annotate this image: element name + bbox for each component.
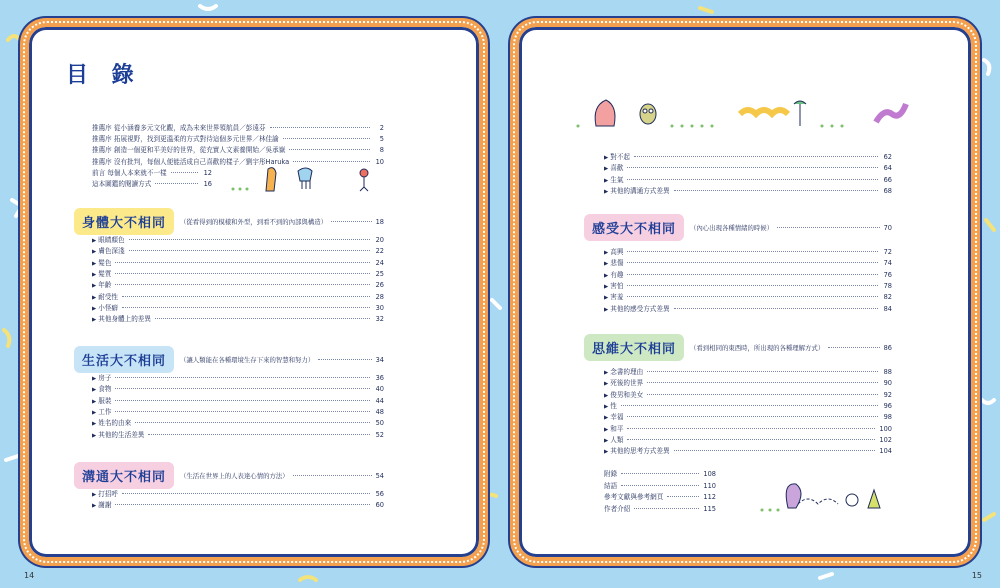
bullet-arrow-icon: ▶ xyxy=(604,381,609,388)
toc-page-number: 72 xyxy=(883,248,892,256)
toc-page-number: 52 xyxy=(375,430,384,439)
section-heading[interactable] xyxy=(74,346,384,373)
dot-leader xyxy=(828,347,879,348)
back-matter-entry[interactable] xyxy=(604,505,716,514)
toc-entry[interactable] xyxy=(604,271,892,281)
toc-page-number: 60 xyxy=(375,501,384,510)
section-page-number: 18 xyxy=(375,217,384,226)
toc-entry-label: 俊男和美女 xyxy=(610,390,644,399)
toc-entry[interactable] xyxy=(604,391,892,401)
toc-page-number: 115 xyxy=(703,504,716,513)
toc-page-number: 66 xyxy=(883,175,892,184)
toc-entry-label: 推薦序 拓展視野，找到更溫柔的方式對待這個多元世界／林佳諭 xyxy=(92,135,279,144)
toc-entry[interactable] xyxy=(92,259,384,269)
dot-leader xyxy=(318,359,371,360)
critters-illustration-left xyxy=(228,165,388,193)
bullet-arrow-icon: ▶ xyxy=(92,432,97,439)
bullet-arrow-icon: ▶ xyxy=(604,403,609,410)
toc-page-number: 76 xyxy=(883,270,892,279)
bullet-arrow-icon: ▶ xyxy=(92,283,97,290)
dot-leader xyxy=(627,179,878,180)
toc-entry[interactable] xyxy=(92,385,384,395)
bullet-arrow-icon: ▶ xyxy=(604,449,609,456)
section-title: 身體大不相同 xyxy=(74,208,174,235)
toc-entry[interactable] xyxy=(604,379,892,389)
section-subtitle: （內心出現各種情緒的時候） xyxy=(690,224,774,232)
section-page-number: 86 xyxy=(883,343,892,352)
toc-entry-label: 耐受性 xyxy=(98,292,119,301)
toc-page-number: 8 xyxy=(379,146,384,155)
section-subtitle: （讓人類能在各種環境生存下來的智慧和努力） xyxy=(180,356,315,364)
toc-entry-label: 髮色 xyxy=(98,258,112,267)
dot-leader xyxy=(115,284,370,285)
toc-entry[interactable] xyxy=(604,153,892,163)
page-title: 目 錄 xyxy=(66,63,142,88)
toc-entry-label: 死後的世界 xyxy=(610,379,644,388)
dot-leader xyxy=(122,307,370,308)
toc-entry-label: 房子 xyxy=(98,374,112,382)
toc-entry-label: 其他的生活差異 xyxy=(98,430,145,439)
bullet-arrow-icon: ▶ xyxy=(604,306,609,313)
toc-page-number: 40 xyxy=(375,385,384,394)
toc-entry-label: 其他身體上的差異 xyxy=(98,315,151,324)
bullet-arrow-icon: ▶ xyxy=(92,387,97,394)
section-title: 思維大不相同 xyxy=(584,334,684,361)
toc-entry-label: 其他的溝通方式差異 xyxy=(610,186,670,195)
toc-entry[interactable] xyxy=(92,419,384,429)
section-heading[interactable] xyxy=(584,334,892,361)
toc-entry-label: 結語 xyxy=(604,481,618,490)
page-number-left: 14 xyxy=(24,571,35,580)
dot-leader xyxy=(293,475,372,476)
toc-entry-label: 附錄 xyxy=(604,470,618,478)
dot-leader xyxy=(627,428,875,429)
toc-entry-label: 害羞 xyxy=(610,293,624,302)
dot-leader xyxy=(135,422,370,423)
toc-entry-label: 其他的感受方式差異 xyxy=(610,304,670,313)
dot-leader xyxy=(621,485,699,486)
bullet-arrow-icon: ▶ xyxy=(92,398,97,405)
bullet-arrow-icon: ▶ xyxy=(92,317,97,324)
section-subtitle: （從看得到的模樣和外型，到看不到的內部與構造） xyxy=(180,218,327,226)
toc-entry-label: 工作 xyxy=(98,407,112,416)
toc-entry[interactable] xyxy=(604,176,892,186)
toc-entry-label: 悲傷 xyxy=(610,259,624,268)
toc-page-number: 2 xyxy=(379,124,384,132)
dot-leader xyxy=(647,382,878,383)
toc-entry-label: 謝謝 xyxy=(98,501,112,510)
bullet-arrow-icon: ▶ xyxy=(604,415,609,422)
toc-entry-label: 年齡 xyxy=(98,281,112,290)
toc-entry-label: 幸福 xyxy=(610,413,624,422)
dot-leader xyxy=(115,411,370,412)
toc-page-number: 98 xyxy=(883,413,892,422)
toc-entry-label: 其他的思考方式差異 xyxy=(610,447,670,456)
dot-leader xyxy=(283,138,370,139)
toc-entry[interactable] xyxy=(604,447,892,457)
back-matter-entry[interactable] xyxy=(604,482,716,491)
bullet-arrow-icon: ▶ xyxy=(604,177,609,184)
toc-entry[interactable] xyxy=(604,402,892,412)
bullet-arrow-icon: ▶ xyxy=(604,272,609,279)
toc-page-number: 28 xyxy=(375,292,384,301)
toc-page-number: 104 xyxy=(879,447,892,456)
toc-entry[interactable] xyxy=(92,397,384,407)
section-page-number: 70 xyxy=(883,223,892,232)
bullet-arrow-icon: ▶ xyxy=(92,376,97,382)
toc-page-number: 82 xyxy=(883,293,892,302)
toc-entry-label: 害怕 xyxy=(610,281,624,290)
toc-page-number: 112 xyxy=(703,493,716,501)
toc-entry-label: 念書的理由 xyxy=(610,368,644,376)
toc-entry[interactable] xyxy=(604,436,892,446)
page-number-right: 15 xyxy=(971,571,982,580)
back-matter-entry[interactable] xyxy=(604,470,716,479)
toc-entry-label: 姓名的由來 xyxy=(98,419,132,428)
toc-entry-label: 性 xyxy=(610,401,617,410)
section-title: 生活大不相同 xyxy=(74,346,174,373)
toc-page-number: 24 xyxy=(375,258,384,267)
toc-entry[interactable] xyxy=(92,293,384,303)
toc-entry-label: 髮質 xyxy=(98,269,112,278)
bullet-arrow-icon: ▶ xyxy=(604,426,609,433)
toc-entry-label: 眼睛顏色 xyxy=(98,236,125,244)
toc-page-number: 108 xyxy=(703,470,716,478)
toc-entry[interactable] xyxy=(604,425,892,435)
dot-leader xyxy=(122,296,370,297)
dot-leader xyxy=(627,274,878,275)
toc-entry[interactable] xyxy=(92,247,384,257)
toc-entry[interactable] xyxy=(92,374,384,384)
bullet-arrow-icon: ▶ xyxy=(92,492,97,498)
dot-leader xyxy=(289,149,370,150)
toc-entry-label: 作者介紹 xyxy=(604,504,631,513)
toc-page-number: 16 xyxy=(203,180,212,188)
toc-entry-label: 喜歡 xyxy=(610,164,624,173)
toc-entry[interactable] xyxy=(604,368,892,378)
toc-entry[interactable] xyxy=(92,304,384,314)
section-subtitle: （生活在世界上的人表達心情的方法） xyxy=(180,472,289,480)
toc-entry[interactable] xyxy=(604,305,892,315)
toc-entry[interactable] xyxy=(604,293,892,303)
front-matter-entry[interactable] xyxy=(92,124,384,133)
bullet-arrow-icon: ▶ xyxy=(92,305,97,312)
toc-entry-label: 膚色深淺 xyxy=(98,247,125,256)
dot-leader xyxy=(129,239,370,240)
toc-page-number: 26 xyxy=(375,281,384,290)
dot-leader xyxy=(171,172,198,173)
bullet-arrow-icon: ▶ xyxy=(92,409,97,416)
toc-page-number: 22 xyxy=(375,247,384,256)
dot-leader xyxy=(627,167,878,168)
dot-leader xyxy=(115,504,370,505)
bullet-arrow-icon: ▶ xyxy=(604,261,609,268)
toc-page-number: 84 xyxy=(883,304,892,313)
toc-entry[interactable] xyxy=(92,490,384,500)
dot-leader xyxy=(270,127,370,128)
dot-leader xyxy=(627,416,878,417)
toc-entry[interactable] xyxy=(92,270,384,280)
critters-illustration-right-top xyxy=(572,96,912,132)
bullet-arrow-icon: ▶ xyxy=(92,249,97,256)
toc-page-number: 12 xyxy=(203,168,212,177)
dot-leader xyxy=(115,273,370,274)
dot-leader xyxy=(647,371,878,372)
toc-page-number: 74 xyxy=(883,259,892,268)
toc-page-number: 50 xyxy=(375,419,384,428)
toc-page-number: 20 xyxy=(375,236,384,244)
toc-page-number: 25 xyxy=(375,269,384,278)
toc-page-number: 30 xyxy=(375,303,384,312)
section-title: 感受大不相同 xyxy=(584,214,684,241)
dot-leader xyxy=(115,262,370,263)
toc-page-number: 92 xyxy=(883,390,892,399)
dot-leader xyxy=(674,450,876,451)
bullet-arrow-icon: ▶ xyxy=(604,250,609,256)
toc-entry-label: 對不起 xyxy=(610,153,631,161)
dot-leader xyxy=(777,227,880,228)
dot-leader xyxy=(627,262,878,263)
toc-page-number: 36 xyxy=(375,374,384,382)
section-heading[interactable] xyxy=(584,214,892,241)
toc-page-number: 48 xyxy=(375,407,384,416)
bullet-arrow-icon: ▶ xyxy=(92,238,97,244)
toc-entry[interactable] xyxy=(604,282,892,292)
dot-leader xyxy=(621,405,878,406)
toc-entry[interactable] xyxy=(92,501,384,511)
toc-page-number: 5 xyxy=(379,135,384,144)
toc-page-number: 110 xyxy=(703,481,716,490)
dot-leader xyxy=(627,439,875,440)
bullet-arrow-icon: ▶ xyxy=(604,437,609,444)
toc-entry[interactable] xyxy=(92,431,384,441)
dot-leader xyxy=(155,183,198,184)
toc-page-number: 64 xyxy=(883,164,892,173)
section-heading[interactable] xyxy=(74,462,384,489)
toc-entry-label: 人類 xyxy=(610,435,624,444)
back-matter-entry[interactable] xyxy=(604,493,716,502)
dot-leader xyxy=(627,285,878,286)
toc-entry-label: 高興 xyxy=(610,248,624,256)
toc-entry-label: 服裝 xyxy=(98,396,112,405)
bullet-arrow-icon: ▶ xyxy=(604,166,609,173)
dot-leader xyxy=(331,221,372,222)
section-heading[interactable] xyxy=(74,208,384,235)
dot-leader xyxy=(634,508,699,509)
dot-leader xyxy=(115,377,370,378)
dot-leader xyxy=(155,318,370,319)
toc-page-number: 78 xyxy=(883,281,892,290)
toc-entry-label: 食物 xyxy=(98,385,112,394)
toc-page-number: 10 xyxy=(375,157,384,166)
toc-entry[interactable] xyxy=(604,259,892,269)
toc-entry-label: 生氣 xyxy=(610,175,624,184)
toc-entry[interactable] xyxy=(92,408,384,418)
bullet-arrow-icon: ▶ xyxy=(604,283,609,290)
front-matter-entry[interactable] xyxy=(92,135,384,144)
dot-leader xyxy=(627,251,878,252)
section-page-number: 34 xyxy=(375,355,384,364)
dot-leader xyxy=(115,400,370,401)
section-page-number: 54 xyxy=(375,471,384,480)
dot-leader xyxy=(293,161,370,162)
dot-leader xyxy=(129,250,370,251)
dot-leader xyxy=(115,388,370,389)
bullet-arrow-icon: ▶ xyxy=(92,503,97,510)
toc-entry-label: 打招呼 xyxy=(98,490,119,498)
bullet-arrow-icon: ▶ xyxy=(604,370,609,376)
bullet-arrow-icon: ▶ xyxy=(604,295,609,302)
toc-entry-label: 小怪癖 xyxy=(98,303,119,312)
dot-leader xyxy=(627,296,878,297)
bullet-arrow-icon: ▶ xyxy=(604,392,609,399)
toc-entry[interactable] xyxy=(604,413,892,423)
toc-page-number: 56 xyxy=(375,490,384,498)
critters-illustration-right-bottom xyxy=(758,478,898,514)
toc-page-number: 62 xyxy=(883,153,892,161)
toc-entry[interactable] xyxy=(92,315,384,325)
toc-entry-label: 參考文獻與參考網頁 xyxy=(604,493,664,501)
toc-entry[interactable] xyxy=(92,281,384,291)
toc-entry[interactable] xyxy=(604,187,892,197)
toc-page-number: 32 xyxy=(375,315,384,324)
toc-page-number: 96 xyxy=(883,401,892,410)
bullet-arrow-icon: ▶ xyxy=(92,271,97,278)
toc-entry-label: 前言 每個人本來就不一樣 xyxy=(92,168,167,177)
dot-leader xyxy=(647,394,878,395)
dot-leader xyxy=(122,493,370,494)
section-title: 溝通大不相同 xyxy=(74,462,174,489)
dot-leader xyxy=(674,190,878,191)
toc-entry-label: 和平 xyxy=(610,424,624,433)
front-matter-entry[interactable] xyxy=(92,169,212,178)
toc-page-number: 68 xyxy=(883,186,892,195)
bullet-arrow-icon: ▶ xyxy=(92,260,97,267)
toc-entry-label: 這本圖鑑的閱讀方式 xyxy=(92,180,152,188)
dot-leader xyxy=(621,473,699,474)
toc-entry[interactable] xyxy=(604,248,892,258)
bullet-arrow-icon: ▶ xyxy=(604,155,609,161)
toc-page-number: 44 xyxy=(375,396,384,405)
dot-leader xyxy=(667,496,699,497)
bullet-arrow-icon: ▶ xyxy=(604,188,609,195)
dot-leader xyxy=(634,156,878,157)
dot-leader xyxy=(148,434,370,435)
toc-entry[interactable] xyxy=(92,236,384,246)
front-matter-entry[interactable] xyxy=(92,180,212,189)
dot-leader xyxy=(674,308,878,309)
toc-page-number: 100 xyxy=(879,424,892,433)
section-subtitle: （看到相同的東西時，所出現的各種理解方式） xyxy=(690,344,825,352)
toc-entry-label: 推薦序 沒有批判，每個人便能活成自己喜歡的樣子／劉宇彤Haruka xyxy=(92,157,290,166)
toc-entry[interactable] xyxy=(604,164,892,174)
front-matter-entry[interactable] xyxy=(92,146,384,155)
toc-entry-label: 推薦序 從小涵養多元文化觀，成為未來世界領航員／彭遠芬 xyxy=(92,124,266,132)
bullet-arrow-icon: ▶ xyxy=(92,294,97,301)
toc-page-number: 102 xyxy=(879,435,892,444)
toc-page-number: 90 xyxy=(883,379,892,388)
toc-entry-label: 有趣 xyxy=(610,270,624,279)
toc-entry-label: 推薦序 創造一個更和平美好的世界，從充實人文素養開始／吳承嶽 xyxy=(92,146,286,155)
toc-page-number: 88 xyxy=(883,368,892,376)
bullet-arrow-icon: ▶ xyxy=(92,421,97,428)
